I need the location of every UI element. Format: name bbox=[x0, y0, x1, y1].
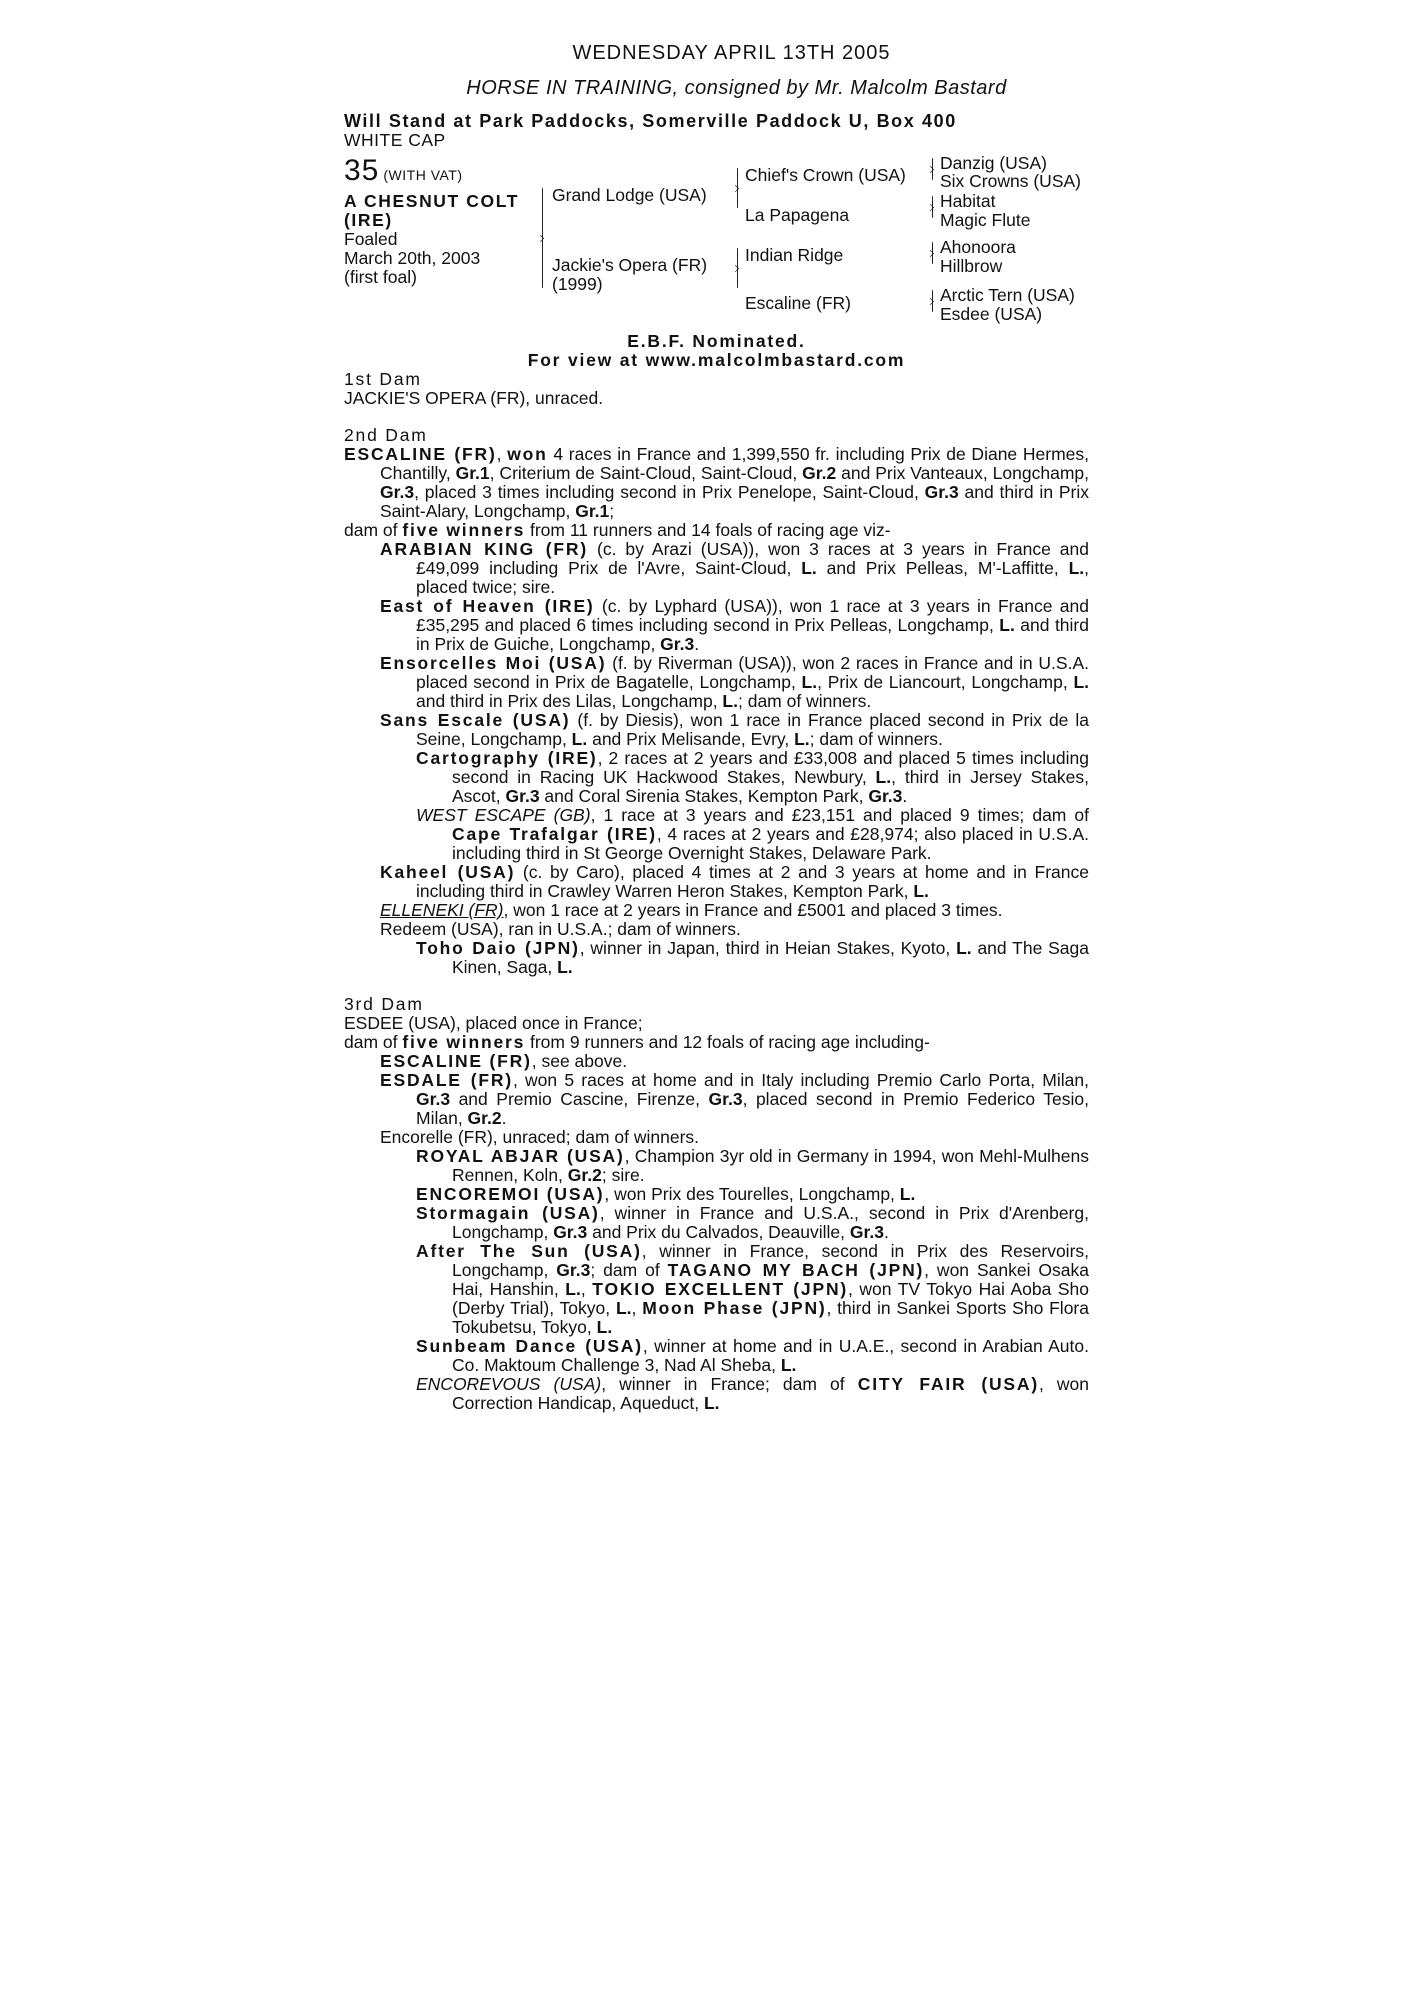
lot-origin: (IRE) bbox=[344, 210, 393, 230]
great-grandparent: Six Crowns (USA) bbox=[940, 171, 1081, 191]
produce-entry: Sunbeam Dance (USA), winner at home and in U.A.E., second in Arabian Auto. Co. Maktoum Challenge 3, Nad Al Sheba, L. bbox=[416, 1336, 1089, 1375]
produce-entry: ARABIAN KING (FR) (c. by Arazi (USA)), won 3 races at 3 years in France and £49,099 including Prix de l'Avre, Saint-Cloud, L. and Prix Pelleas, M'-Laffitte, L., placed twice; sire. bbox=[380, 539, 1090, 597]
sire: Grand Lodge (USA) bbox=[552, 185, 707, 205]
stand-location: Will Stand at Park Paddocks, Somerville Paddock U, Box 400 bbox=[344, 111, 957, 131]
lot-details bbox=[344, 192, 529, 287]
consignment-line: HORSE IN TRAINING, consigned by Mr. Malcolm Bastard bbox=[466, 77, 1007, 99]
dam-year: (1999) bbox=[552, 274, 603, 294]
produce-entry: Cartography (IRE), 2 races at 2 years and £33,008 and placed 5 times including second in Racing UK Hackwood Stakes, Newbury, L., third in Jersey Stakes, Ascot, Gr.3 and Coral Sirenia Stakes, Kempton Park, Gr.3. bbox=[416, 748, 1089, 806]
produce-entry: ELLENEKI (FR), won 1 race at 2 years in France and £5001 and placed 3 times. bbox=[380, 900, 1003, 920]
vat-note: (WITH VAT) bbox=[383, 167, 463, 183]
ebf-note: E.B.F. Nominated. bbox=[627, 331, 806, 351]
great-grandparent: Ahonoora bbox=[940, 237, 1016, 257]
brace-icon bbox=[932, 196, 933, 218]
produce-entry: Encorelle (FR), unraced; dam of winners. bbox=[380, 1127, 700, 1147]
produce-entry: ESDALE (FR), won 5 races at home and in Italy including Premio Carlo Porta, Milan, Gr.3 and Premio Cascine, Firenze, Gr.3, placed second in Premio Federico Tesio, Milan, Gr.2. bbox=[380, 1070, 1089, 1128]
great-grandparent: Magic Flute bbox=[940, 210, 1031, 230]
foal-note: (first foal) bbox=[344, 267, 417, 287]
produce-entry: Stormagain (USA), winner in France and U.S.A., second in Prix d'Arenberg, Longchamp, Gr.3 and Prix du Calvados, Deauville, Gr.3. bbox=[416, 1203, 1089, 1242]
second-dam-section bbox=[344, 426, 1089, 977]
dam-dam: Escaline (FR) bbox=[745, 293, 851, 313]
brace-icon bbox=[932, 242, 933, 264]
first-dam-section bbox=[344, 370, 1089, 408]
pedigree-table bbox=[344, 154, 1089, 332]
view-note: For view at www.malcolmbastard.com bbox=[527, 350, 906, 370]
great-grandparent: Danzig (USA) bbox=[940, 153, 1047, 173]
produce-entry: ENCOREMOI (USA), won Prix des Tourelles, Longchamp, L. bbox=[416, 1184, 916, 1204]
first-dam-text: JACKIE'S OPERA (FR), unraced. bbox=[344, 388, 604, 408]
third-dam-title: 3rd Dam bbox=[344, 994, 424, 1014]
produce-entry: WEST ESCAPE (GB), 1 race at 3 years and £23,151 and placed 9 times; dam of Cape Trafalgar (IRE), 4 races at 2 years and £28,974; also placed in U.S.A. including third in St George Overnight Stakes, Delaware Park. bbox=[416, 805, 1090, 863]
sire-dam: La Papagena bbox=[745, 205, 850, 225]
third-dam-produce-summary: dam of five winners from 9 runners and 12 foals of racing age including- bbox=[344, 1032, 930, 1052]
cap-colour: WHITE CAP bbox=[344, 130, 446, 150]
produce-entry: Kaheel (USA) (c. by Caro), placed 4 times at 2 and 3 years at home and in France including third in Crawley Warren Heron Stakes, Kempton Park, L. bbox=[380, 862, 1090, 901]
great-grandparent: Habitat bbox=[940, 191, 996, 211]
brace-icon bbox=[737, 168, 738, 208]
produce-entry: Toho Daio (JPN), winner in Japan, third in Heian Stakes, Kyoto, L. and The Saga Kinen, Saga, L. bbox=[416, 938, 1089, 977]
lot-number-block bbox=[344, 154, 463, 188]
foaled-date: March 20th, 2003 bbox=[344, 248, 481, 268]
brace-icon bbox=[932, 290, 933, 312]
brace-icon bbox=[542, 188, 543, 288]
third-dam-section bbox=[344, 995, 1089, 1413]
produce-entry: ESCALINE (FR), see above. bbox=[380, 1051, 628, 1071]
brace-icon bbox=[737, 248, 738, 288]
sale-date: WEDNESDAY APRIL 13TH 2005 bbox=[572, 42, 891, 64]
lot-description: A CHESNUT COLT bbox=[344, 191, 520, 211]
first-dam-title: 1st Dam bbox=[344, 369, 422, 389]
produce-entry: ROYAL ABJAR (USA), Champion 3yr old in Germany in 1994, won Mehl-Mulhens Rennen, Koln, Gr.2; sire. bbox=[416, 1146, 1090, 1185]
produce-entry: ENCOREVOUS (USA), winner in France; dam of CITY FAIR (USA), won Correction Handicap, Aqueduct, L. bbox=[416, 1374, 1090, 1413]
third-dam-record: ESDEE (USA), placed once in France; bbox=[344, 1013, 643, 1033]
produce-entry: After The Sun (USA), winner in France, second in Prix des Reservoirs, Longchamp, Gr.3; dam of TAGANO MY BACH (JPN), won Sankei Osaka Hai, Hanshin, L., TOKIO EXCELLENT (JPN), won TV Tokyo Hai Aoba Sho (Derby Trial), Tokyo, L., Moon Phase (JPN), third in Sankei Sports Sho Flora Tokubetsu, Tokyo, L. bbox=[416, 1241, 1090, 1337]
dam-sire: Indian Ridge bbox=[745, 245, 844, 265]
produce-entry: East of Heaven (IRE) (c. by Lyphard (USA)), won 1 race at 3 years in France and £35,295 and placed 6 times including second in Prix Pelleas, Longchamp, L. and third in Prix de Guiche, Longchamp, Gr.3. bbox=[380, 596, 1089, 654]
great-grandparent: Hillbrow bbox=[940, 256, 1003, 276]
produce-entry: Redeem (USA), ran in U.S.A.; dam of winners. bbox=[380, 919, 741, 939]
lot-number: 35 bbox=[344, 154, 380, 187]
second-dam-record: ESCALINE (FR), won 4 races in France and 1,399,550 fr. including Prix de Diane Hermes, Chantilly, Gr.1, Criterium de Saint-Cloud, Saint-Cloud, Gr.2 and Prix Vanteaux, Longchamp, Gr.3, placed 3 times including second in Prix Penelope, Saint-Cloud, Gr.3 and third in Prix Saint-Alary, Longchamp, Gr.1; bbox=[344, 444, 1090, 521]
second-dam-produce-summary: dam of five winners from 11 runners and 14 foals of racing age viz- bbox=[344, 520, 891, 540]
dam: Jackie's Opera (FR) bbox=[552, 255, 708, 275]
produce-entry: Sans Escale (USA) (f. by Diesis), won 1 race in France placed second in Prix de la Seine, Longchamp, L. and Prix Melisande, Evry, L.; dam of winners. bbox=[380, 710, 1089, 749]
brace-icon bbox=[932, 158, 933, 180]
sire-sire: Chief's Crown (USA) bbox=[745, 165, 906, 185]
second-dam-title: 2nd Dam bbox=[344, 425, 428, 445]
great-grandparent: Arctic Tern (USA) bbox=[940, 285, 1075, 305]
great-grandparent: Esdee (USA) bbox=[940, 304, 1043, 324]
produce-entry: Ensorcelles Moi (USA) (f. by Riverman (USA)), won 2 races in France and in U.S.A. placed second in Prix de Bagatelle, Longchamp, L., Prix de Liancourt, Longchamp, L. and third in Prix des Lilas, Longchamp, L.; dam of winners. bbox=[380, 653, 1089, 711]
foaled-label: Foaled bbox=[344, 229, 398, 249]
catalogue-page bbox=[344, 44, 1089, 1413]
